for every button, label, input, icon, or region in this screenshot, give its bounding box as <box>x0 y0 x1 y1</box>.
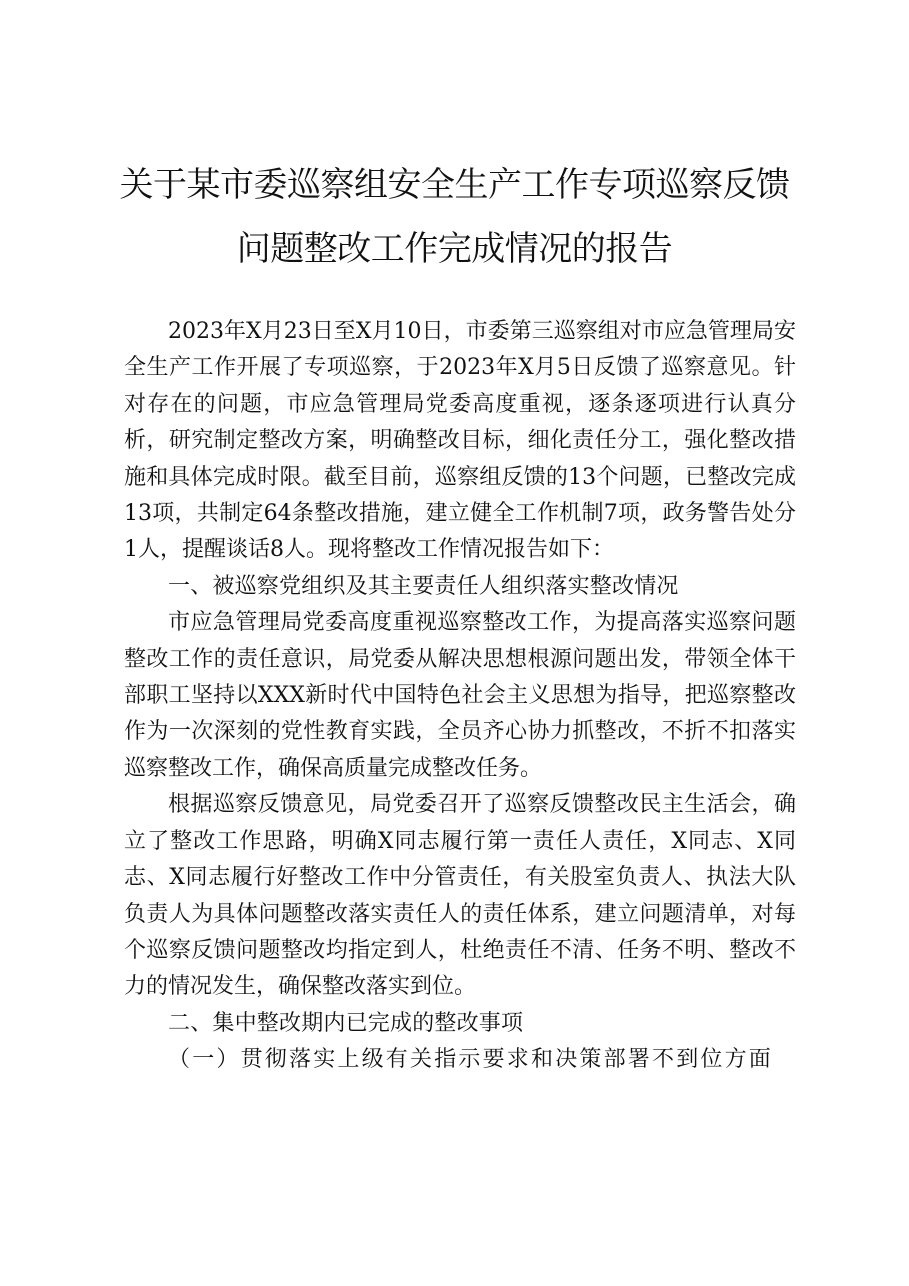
document-title-line-2: 问题整改工作完成情况的报告 <box>236 229 673 269</box>
section-1-paragraph-1: 市应急管理局党委高度重视巡察整改工作，为提高落实巡察问题整改工作的责任意识，局党委从解决思想根源问题出发，带领全体干部职工坚持以XXX新时代中国特色社会主义思想为指导，把巡察整改作为一次深刻的党性教育实践，全员齐心协力抓整改，不折不扣落实巡察整改工作，确保高质量完成整改任务。 <box>124 610 796 781</box>
section-1-heading: 一、被巡察党组织及其主要责任人组织落实整改情况 <box>168 573 679 599</box>
section-2-heading: 二、集中整改期内已完成的整改事项 <box>168 1010 524 1036</box>
section-2-subheading: （一）贯彻落实上级有关指示要求和决策部署不到位方面 <box>168 1047 774 1073</box>
document-body <box>124 314 796 1079</box>
section-1-paragraph-2: 根据巡察反馈意见，局党委召开了巡察反馈整改民主生活会，确立了整改工作思路，明确X同志履行第一责任人责任，X同志、X同志、X同志履行好整改工作中分管责任，有关股室负责人、执法大队负责人为具体问题整改落实责任人的责任体系，建立问题清单，对每个巡察反馈问题整改均指定到人，杜绝责任不清、任务不明、整改不力的情况发生，确保整改落实到位。 <box>124 792 796 1000</box>
intro-paragraph: 2023年X月23日至X月10日，市委第三巡察组对市应急管理局安全生产工作开展了专项巡察，于2023年X月5日反馈了巡察意见。针对存在的问题，市应急管理局党委高度重视，逐条逐项进行认真分析，研究制定整改方案，明确整改目标，细化责任分工，强化整改措施和具体完成时限。截至目前，巡察组反馈的13个问题，已整改完成13项，共制定64条整改措施，建立健全工作机制7项，政务警告处分1人，提醒谈话8人。现将整改工作情况报告如下： <box>124 319 796 563</box>
document-title-line-1: 关于某市委巡察组安全生产工作专项巡察反馈 <box>119 165 790 205</box>
